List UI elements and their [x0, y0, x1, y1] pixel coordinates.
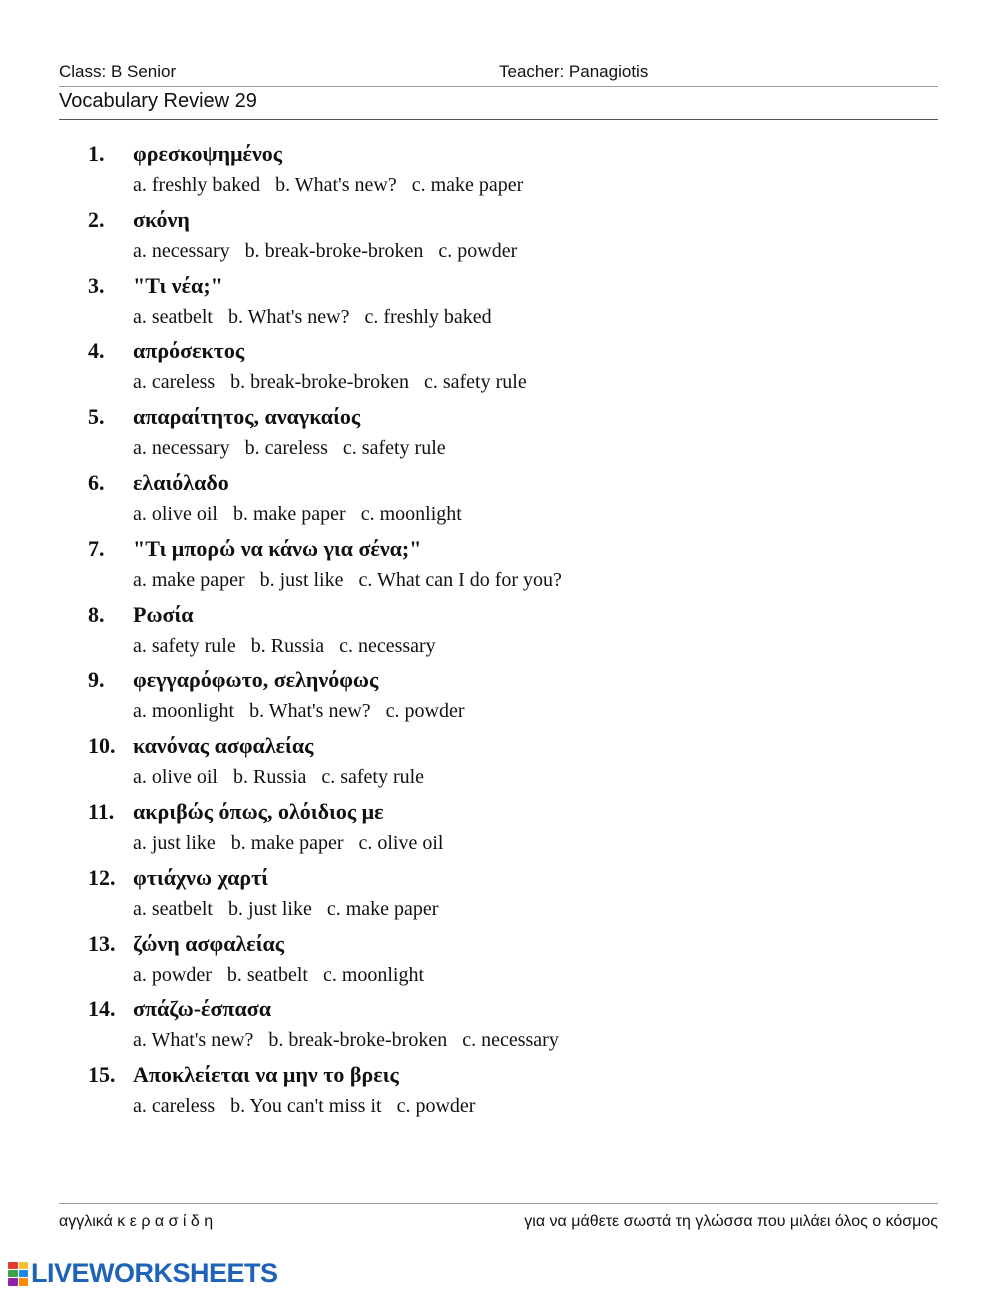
question-word: ζώνη ασφαλείας	[133, 930, 285, 956]
question-item	[88, 996, 938, 1062]
question-word: "Τι μπορώ να κάνω για σένα;"	[133, 535, 422, 561]
question-number: 15.	[88, 1062, 116, 1088]
question-word: ελαιόλαδο	[133, 469, 229, 495]
question-options: a. just like b. make paper c. olive oil	[133, 831, 444, 854]
question-options: a. necessary b. careless c. safety rule	[133, 437, 446, 460]
question-item	[88, 404, 938, 470]
question-options: a. What's new? b. break-broke-broken c. necessary	[133, 1029, 559, 1052]
question-word: σκόνη	[133, 206, 190, 232]
question-number: 11.	[88, 798, 115, 824]
question-number: 13.	[88, 930, 116, 956]
question-number: 2.	[88, 206, 105, 232]
question-word: φρεσκοψημένος	[133, 141, 283, 166]
logo-tile	[8, 1278, 18, 1285]
question-options: a. powder b. seatbelt c. moonlight	[133, 963, 425, 986]
class-label: Class: B Senior	[59, 62, 177, 81]
question-item	[88, 141, 938, 207]
worksheet-footer	[59, 1203, 938, 1230]
footer-left-text: αγγλικά κ ε ρ α σ ί δ η	[59, 1213, 214, 1230]
liveworksheets-brand[interactable]	[8, 1258, 278, 1289]
question-options: a. moonlight b. What's new? c. powder	[133, 700, 465, 723]
question-options: a. careless b. break-broke-broken c. safety rule	[133, 371, 527, 394]
teacher-label: Teacher: Panagiotis	[499, 62, 649, 81]
question-number: 12.	[88, 864, 116, 890]
question-number: 9.	[88, 667, 105, 693]
logo-tile	[19, 1262, 29, 1269]
header-info-row	[59, 60, 938, 87]
question-word: φεγγαρόφωτο, σεληνόφως	[133, 667, 379, 693]
question-word: κανόνας ασφαλείας	[133, 733, 314, 759]
question-options: a. seatbelt b. just like c. make paper	[133, 897, 439, 920]
logo-tile	[8, 1262, 18, 1269]
question-list	[88, 141, 938, 1128]
question-word: Ρωσία	[133, 601, 194, 627]
question-number: 10.	[88, 733, 116, 759]
question-item	[88, 1062, 938, 1128]
question-word: απαραίτητος, αναγκαίος	[133, 404, 361, 430]
question-word: απρόσεκτος	[133, 338, 245, 364]
brand-name: LIVEWORKSHEETS	[31, 1258, 278, 1288]
question-item	[88, 799, 938, 865]
question-options: a. freshly baked b. What's new? c. make paper	[133, 174, 524, 196]
question-word: ακριβώς όπως, ολόιδιος με	[133, 798, 384, 824]
question-item	[88, 865, 938, 931]
question-word: Αποκλείεται να μην το βρεις	[133, 1062, 399, 1088]
question-item	[88, 733, 938, 799]
question-options: a. seatbelt b. What's new? c. freshly baked	[133, 305, 492, 328]
question-number: 3.	[88, 272, 105, 298]
question-number: 4.	[88, 338, 105, 364]
footer-right-text: για να μάθετε σωστά τη γλώσσα που μιλάει όλος ο κόσμος	[524, 1213, 938, 1230]
worksheet-title: Vocabulary Review 29	[59, 87, 938, 120]
logo-tile	[19, 1278, 29, 1285]
question-item	[88, 931, 938, 997]
question-number: 14.	[88, 996, 116, 1022]
question-options: a. careless b. You can't miss it c. powder	[133, 1095, 476, 1118]
question-options: a. make paper b. just like c. What can I do for you?	[133, 568, 562, 591]
question-item	[88, 470, 938, 536]
logo-tile	[8, 1270, 18, 1277]
question-item	[88, 536, 938, 602]
question-number: 6.	[88, 469, 105, 495]
liveworksheets-logo-icon	[8, 1262, 28, 1286]
question-number: 1.	[88, 141, 105, 166]
question-word: "Τι νέα;"	[133, 272, 223, 298]
question-options: a. safety rule b. Russia c. necessary	[133, 634, 436, 657]
question-word: σπάζω-έσπασα	[133, 996, 271, 1022]
question-options: a. necessary b. break-broke-broken c. powder	[133, 239, 518, 262]
logo-tile	[19, 1270, 29, 1277]
question-item	[88, 207, 938, 273]
question-word: φτιάχνω χαρτί	[133, 864, 269, 890]
question-item	[88, 273, 938, 339]
question-number: 7.	[88, 535, 105, 561]
question-item	[88, 667, 938, 733]
question-item	[88, 338, 938, 404]
question-options: a. olive oil b. make paper c. moonlight	[133, 502, 462, 525]
question-number: 5.	[88, 404, 105, 430]
question-item	[88, 602, 938, 668]
worksheet-header	[59, 60, 938, 120]
question-number: 8.	[88, 601, 105, 627]
question-options: a. olive oil b. Russia c. safety rule	[133, 766, 425, 789]
